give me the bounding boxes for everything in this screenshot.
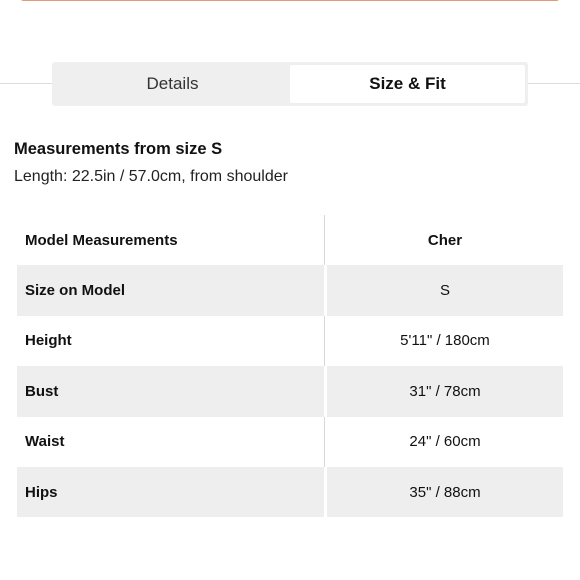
column-separator — [324, 316, 325, 366]
top-accent-button-edge — [20, 0, 560, 1]
row-label: Waist — [25, 433, 65, 451]
column-separator — [324, 366, 325, 416]
measurements-heading: Measurements from size S — [14, 140, 223, 158]
tab-details[interactable]: Details — [146, 74, 199, 93]
row-value: 35" / 88cm — [327, 467, 563, 517]
table-row — [17, 467, 563, 517]
column-separator — [324, 215, 325, 265]
table-header-model-name: Cher — [427, 231, 463, 249]
row-value: S — [327, 265, 563, 315]
table-header-row — [17, 215, 563, 265]
row-value: 24" / 60cm — [409, 433, 481, 451]
table-row — [17, 316, 563, 366]
table-row — [17, 366, 563, 416]
column-separator — [324, 467, 325, 517]
row-label: Size on Model — [17, 265, 324, 315]
row-label: Bust — [17, 366, 324, 416]
column-separator — [324, 265, 325, 315]
column-separator — [324, 417, 325, 467]
table-row — [17, 417, 563, 467]
row-value: 31" / 78cm — [327, 366, 563, 416]
table-row — [17, 265, 563, 315]
length-text: Length: 22.5in / 57.0cm, from shoulder — [14, 168, 288, 185]
row-value: 5'11" / 180cm — [400, 332, 490, 350]
table-header-label: Model Measurements — [25, 231, 178, 249]
model-measurements-table — [17, 215, 563, 517]
row-label: Height — [25, 332, 72, 350]
tab-size-fit[interactable]: Size & Fit — [290, 65, 525, 103]
row-label: Hips — [17, 467, 324, 517]
product-info-tabs — [52, 62, 528, 106]
